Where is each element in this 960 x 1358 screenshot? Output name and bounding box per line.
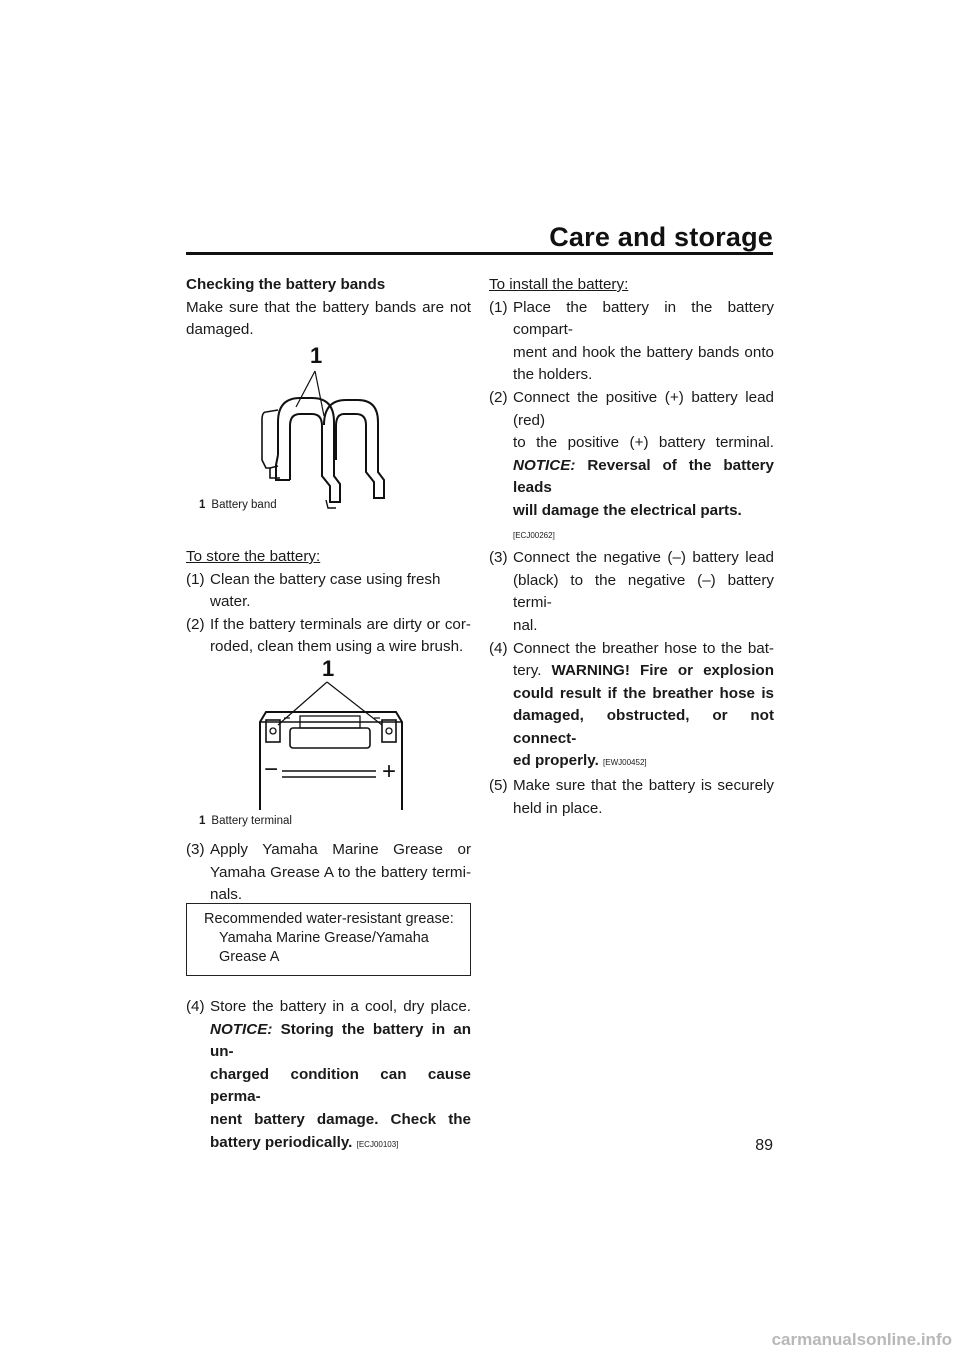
list-item [186, 569, 471, 614]
intro-line: damaged. [186, 321, 254, 339]
recommended-grease-box [186, 903, 471, 976]
step-text: held in place. [513, 799, 603, 817]
notice-text: charged condition can cause perma- [210, 1065, 471, 1106]
step-text: Place the battery in the battery compart- [513, 298, 774, 339]
intro-line: Make sure that the battery bands are not [186, 298, 471, 316]
page-title: Care and storage [549, 222, 773, 252]
warning-text: damaged, obstructed, or not connect- [513, 707, 774, 747]
store-step-4 [186, 996, 471, 1156]
battery-terminal-illustration [186, 650, 471, 810]
figure-caption [199, 499, 277, 511]
battery-band-illustration [186, 340, 471, 512]
subsection-title: To store the battery: [186, 548, 321, 565]
step-number: (2) [186, 615, 205, 633]
notice-text: will damage the electrical parts. [513, 501, 742, 519]
grease-instructions [186, 839, 471, 907]
step-text: to the positive (+) battery terminal. [513, 434, 774, 452]
step-text: Apply Yamaha Marine Grease or [210, 841, 471, 858]
step-number: (5) [489, 777, 508, 795]
warning-text: WARNING! Fire or explosion [551, 662, 774, 680]
notice-label: NOTICE: [513, 456, 576, 474]
section-heading: Checking the battery bands [186, 276, 386, 293]
list-item [489, 547, 774, 637]
step-text: Connect the breather hose to the bat- [513, 639, 774, 657]
header-rule [186, 252, 773, 255]
subsection-title: To install the battery: [489, 276, 629, 293]
right-column [489, 274, 774, 820]
step-number: (1) [186, 570, 205, 588]
list-item [489, 387, 774, 547]
step-number: (2) [489, 388, 508, 406]
left-column-top [186, 274, 471, 342]
box-value: Yamaha Marine Grease/Yamaha [219, 930, 429, 946]
reference-code: [EWJ00452] [603, 758, 647, 768]
warning-text: could result if the breather hose is [513, 684, 774, 702]
step-text: (black) to the negative (–) battery termi- [513, 571, 774, 612]
minus-sign: − [264, 756, 279, 783]
battery-terminal-figure [186, 650, 471, 810]
notice-text: Storing the battery in an un- [210, 1020, 471, 1061]
reference-code: [ECJ00103] [356, 1139, 399, 1149]
watermark: carmanualsonline.info [771, 1330, 952, 1349]
step-text: tery. [513, 662, 542, 680]
step-text: Make sure that the battery is securely [513, 777, 774, 795]
step-text: nals. [210, 886, 243, 904]
list-item [186, 839, 471, 907]
notice-text: Reversal of the battery leads [513, 456, 774, 497]
reference-code: [ECJ00262] [513, 530, 555, 540]
caption-number: 1 [199, 499, 206, 511]
step-text: Connect the positive (+) battery lead (red) [513, 388, 774, 429]
step-text: If the battery terminals are dirty or cor- [210, 615, 471, 633]
figure-caption [199, 815, 292, 827]
step-text: roded, clean them using a wire brush. [210, 638, 464, 656]
warning-text: ed properly. [513, 752, 599, 770]
notice-text: battery periodically. [210, 1133, 353, 1151]
step-text: Clean the battery case using fresh water. [210, 570, 441, 611]
battery-band-figure [186, 340, 471, 512]
notice-label: NOTICE: [210, 1020, 273, 1038]
figure-callout: 1 [310, 343, 323, 368]
step-number: (3) [489, 549, 508, 567]
step-text: Store the battery in a cool, dry place. [210, 998, 471, 1015]
list-item [489, 775, 774, 820]
step-text: nal. [513, 616, 538, 634]
step-text: Connect the negative (–) battery lead [513, 549, 774, 567]
caption-number: 1 [199, 815, 206, 827]
box-label: Recommended water-resistant grease: [204, 911, 454, 927]
step-number: (4) [489, 639, 508, 657]
list-item [186, 996, 471, 1156]
notice-text: nent battery damage. Check the [210, 1110, 471, 1128]
step-text: the holders. [513, 366, 593, 384]
step-number: (4) [186, 998, 205, 1015]
figure-callout: 1 [322, 656, 335, 681]
list-item [489, 638, 774, 776]
plus-sign: + [382, 758, 397, 785]
step-text: ment and hook the battery bands onto [513, 343, 774, 361]
step-number: (3) [186, 841, 205, 858]
step-text: Yamaha Grease A to the battery termi- [210, 863, 471, 881]
list-item [489, 297, 774, 387]
store-instructions [186, 546, 471, 659]
step-number: (1) [489, 298, 508, 316]
box-value: Grease A [219, 949, 280, 965]
page-number: 89 [755, 1137, 773, 1154]
caption-text: Battery terminal [211, 815, 292, 827]
caption-text: Battery band [211, 499, 277, 511]
